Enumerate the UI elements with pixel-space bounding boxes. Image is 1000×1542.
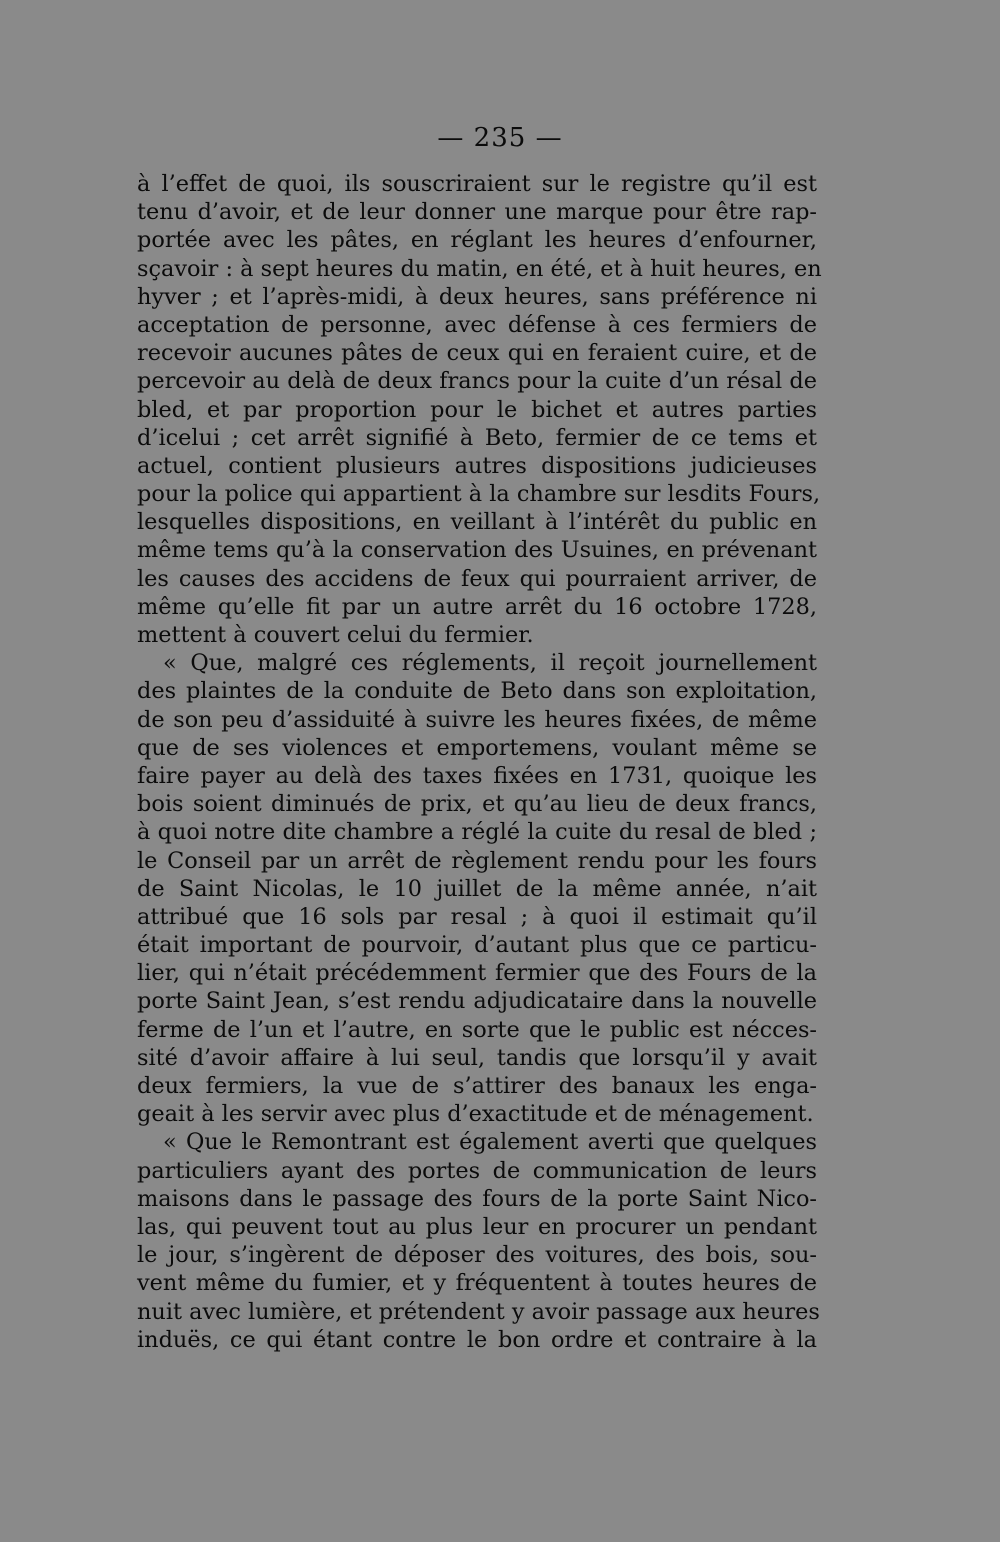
text-line: le Conseil par un arrêt de règlement rendu pour les fours: [137, 847, 817, 874]
paragraph-1: [137, 170, 822, 649]
text-line: percevoir au delà de deux francs pour la cuite d’un résal de: [137, 368, 817, 395]
text-line: recevoir aucunes pâtes de ceux qui en feraient cuire, et de: [137, 340, 817, 367]
text-line: bois soient diminués de prix, et qu’au lieu de deux francs,: [137, 791, 817, 818]
text-line: actuel, contient plusieurs autres dispositions judicieuses: [137, 452, 817, 479]
text-line: las, qui peuvent tout au plus leur en procurer un pendant: [137, 1213, 817, 1240]
body-text: [137, 170, 822, 1354]
text-line: particuliers ayant des portes de communication de leurs: [137, 1157, 817, 1184]
text-line: mettent à couvert celui du fermier.: [137, 622, 534, 648]
text-line: sçavoir : à sept heures du matin, en été, et à huit heures, en: [137, 255, 822, 282]
text-line: lesquelles dispositions, en veillant à l’intérêt du public en: [137, 509, 817, 536]
text-line: même tems qu’à la conservation des Usuines, en prévenant: [137, 537, 817, 564]
text-line: de Saint Nicolas, le 10 juillet de la même année, n’ait: [137, 875, 817, 902]
text-line: acceptation de personne, avec défense à ces fermiers de: [137, 311, 817, 338]
text-line: sité d’avoir affaire à lui seul, tandis que lorsqu’il y avait: [137, 1044, 817, 1071]
text-line: lier, qui n’était précédemment fermier que des Fours de la: [137, 960, 817, 987]
text-line: même qu’elle fit par un autre arrêt du 16 octobre 1728,: [137, 593, 817, 620]
paragraph-3: [137, 1128, 820, 1354]
text-line: faire payer au delà des taxes fixées en 1731, quoique les: [137, 762, 817, 789]
text-line: vent même du fumier, et y fréquentent à toutes heures de: [137, 1270, 817, 1297]
text-line: « Que, malgré ces réglements, il reçoit journellement: [163, 650, 817, 677]
text-line: des plaintes de la conduite de Beto dans son exploitation,: [137, 678, 817, 705]
text-line: était important de pourvoir, d’autant plus que ce particu-: [137, 932, 817, 959]
page-number: — 235 —: [437, 123, 563, 153]
text-line: à quoi notre dite chambre a réglé la cuite du resal de bled ;: [137, 819, 817, 846]
text-line: induës, ce qui étant contre le bon ordre et contraire à la: [137, 1326, 817, 1353]
text-line: bled, et par proportion pour le bichet et autres parties: [137, 396, 817, 423]
text-line: pour la police qui appartient à la chambre sur lesdits Fours,: [137, 481, 821, 508]
text-line: attribué que 16 sols par resal ; à quoi il estimait qu’il: [137, 903, 817, 930]
text-line: geait à les servir avec plus d’exactitude et de ménagement.: [137, 1101, 814, 1128]
text-line: portée avec les pâtes, en réglant les heures d’enfourner,: [137, 227, 817, 254]
text-line: que de ses violences et emportemens, voulant même se: [137, 734, 817, 761]
text-line: de son peu d’assiduité à suivre les heures fixées, de même: [137, 706, 817, 733]
text-line: deux fermiers, la vue de s’attirer des banaux les enga-: [137, 1073, 817, 1099]
text-line: tenu d’avoir, et de leur donner une marque pour être rap-: [137, 199, 817, 226]
text-line: à l’effet de quoi, ils souscriraient sur le registre qu’il est: [137, 171, 817, 197]
paragraph-2: [137, 649, 817, 1128]
text-line: nuit avec lumière, et prétendent y avoir passage aux heures: [137, 1298, 820, 1325]
text-line: le jour, s’ingèrent de déposer des voitures, des bois, sou-: [137, 1242, 817, 1269]
text-line: ferme de l’un et l’autre, en sorte que le public est nécces-: [137, 1016, 817, 1043]
text-line: d’icelui ; cet arrêt signifié à Beto, fermier de ce tems et: [137, 424, 817, 451]
text-line: les causes des accidens de feux qui pourraient arriver, de: [137, 565, 817, 592]
text-line: « Que le Remontrant est également averti que quelques: [163, 1129, 817, 1156]
text-line: maisons dans le passage des fours de la porte Saint Nico-: [137, 1185, 817, 1212]
text-line: hyver ; et l’après-midi, à deux heures, sans préférence ni: [137, 283, 817, 310]
text-line: porte Saint Jean, s’est rendu adjudicataire dans la nouvelle: [137, 988, 817, 1015]
